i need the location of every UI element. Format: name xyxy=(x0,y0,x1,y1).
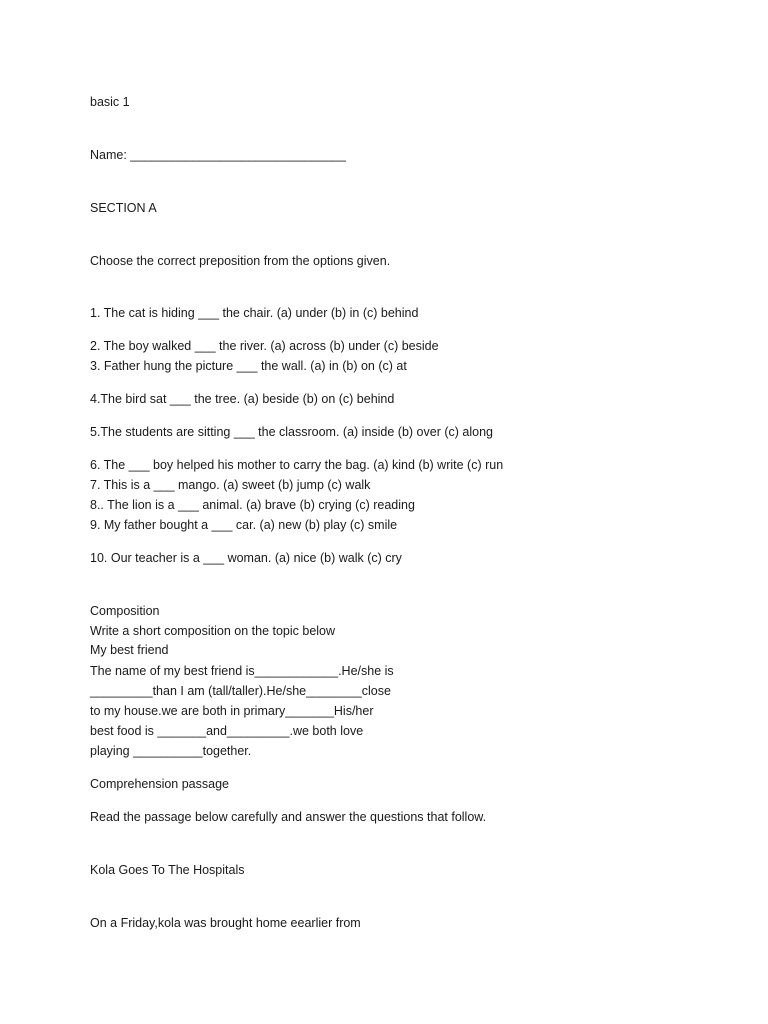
composition-line: The name of my best friend is____________.He/she is xyxy=(90,664,394,678)
composition-heading: Composition xyxy=(90,604,160,618)
question-item: 1. The cat is hiding ___ the chair. (a) under (b) in (c) behind xyxy=(90,306,419,320)
name-field-line: Name: _______________________________ xyxy=(90,148,346,162)
composition-topic: My best friend xyxy=(90,643,169,657)
composition-line: playing __________together. xyxy=(90,744,252,758)
composition-line: best food is _______and_________.we both love xyxy=(90,724,364,738)
comprehension-instruction: Read the passage below carefully and answer the questions that follow. xyxy=(90,810,487,824)
question-item: 8.. The lion is a ___ animal. (a) brave (b) crying (c) reading xyxy=(90,498,415,512)
question-item: 2. The boy walked ___ the river. (a) across (b) under (c) beside xyxy=(90,339,439,353)
question-item: 7. This is a ___ mango. (a) sweet (b) jump (c) walk xyxy=(90,478,371,492)
composition-instruction: Write a short composition on the topic below xyxy=(90,624,336,638)
comprehension-heading: Comprehension passage xyxy=(90,777,229,791)
passage-text: On a Friday,kola was brought home eearlier from xyxy=(90,916,361,930)
passage-title: Kola Goes To The Hospitals xyxy=(90,863,245,877)
question-item: 6. The ___ boy helped his mother to carry the bag. (a) kind (b) write (c) run xyxy=(90,458,504,472)
question-item: 5.The students are sitting ___ the classroom. (a) inside (b) over (c) along xyxy=(90,425,493,439)
question-item: 9. My father bought a ___ car. (a) new (b) play (c) smile xyxy=(90,518,398,532)
question-item: 4.The bird sat ___ the tree. (a) beside (b) on (c) behind xyxy=(90,392,395,406)
composition-line: _________than I am (tall/taller).He/she________close xyxy=(90,684,391,698)
question-item: 10. Our teacher is a ___ woman. (a) nice (b) walk (c) cry xyxy=(90,551,402,565)
section-instructions: Choose the correct preposition from the options given. xyxy=(90,254,391,268)
class-label: basic 1 xyxy=(90,95,130,109)
question-item: 3. Father hung the picture ___ the wall. (a) in (b) on (c) at xyxy=(90,359,407,373)
section-heading: SECTION A xyxy=(90,201,157,215)
composition-line: to my house.we are both in primary_______His/her xyxy=(90,704,374,718)
